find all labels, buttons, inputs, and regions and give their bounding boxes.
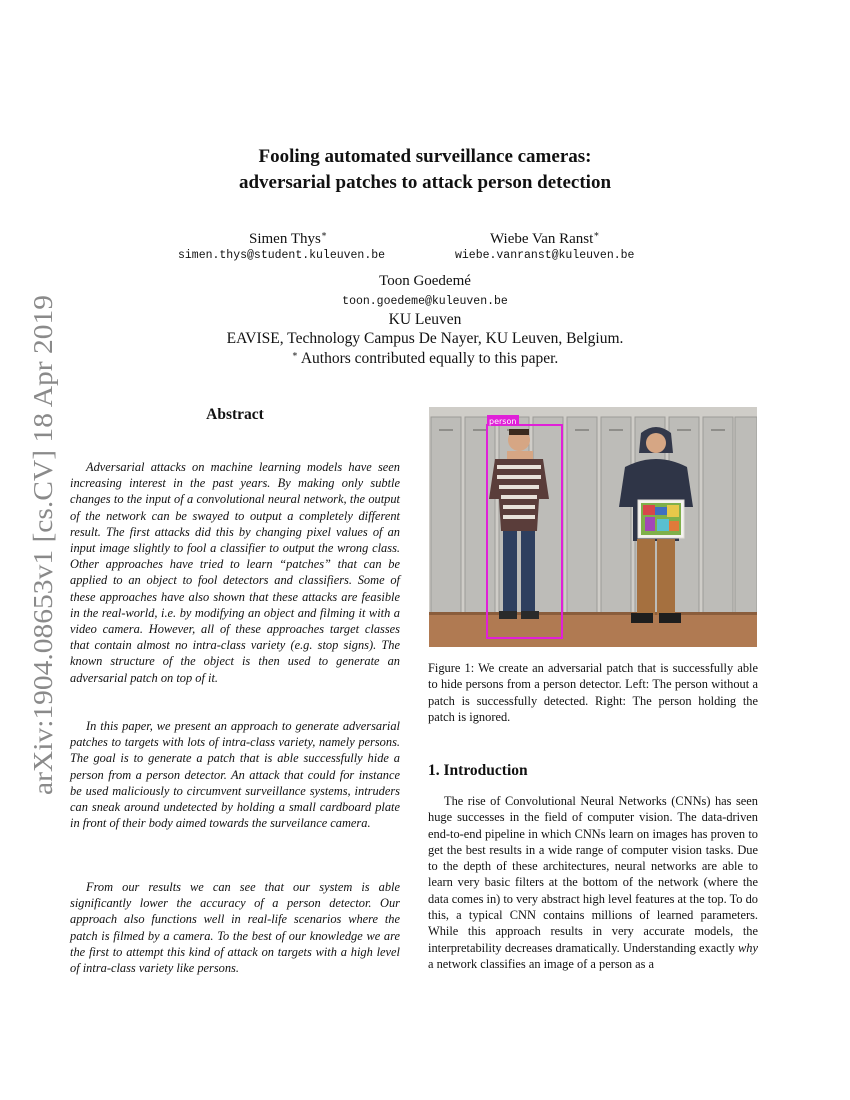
introduction-paragraph: The rise of Convolutional Neural Networks (CNNs) has seen huge successes in the field of computer vision. The data-driven end-to-end pipeline in which CNNs learn on images has proven to get the best results in a wide range of computer vision tasks. Due to the depth of these architectures, neural networks are able to learn very basic filters at the bottom of the network (where the data comes in) to very abstract high level features at the top. To do this, a typical CNN contains millions of learned parameters. While this approach results in very accurate models, the interpretability decreases dramatically. Understanding exactly why a network classifies an image of a person as a [428, 794, 758, 971]
paper-title [0, 144, 850, 196]
figure-1-photo [429, 407, 757, 647]
author-3-email[interactable]: toon.goedeme@kuleuven.be [342, 295, 508, 308]
figure-1-illustration [429, 407, 757, 647]
section-heading-introduction: 1. Introduction [428, 762, 528, 779]
detection-label: person [489, 417, 517, 426]
abstract-heading: Abstract [206, 406, 264, 423]
title-line-1: Fooling automated surveillance cameras: [258, 146, 592, 167]
abstract-paragraph-1: Adversarial attacks on machine learning models have seen increasing interest in the past years. By making only subtle changes to the input of a convolutional neural network, the output of the network can be swayed to output a completely different result. The first attacks did this by changing pixel values of an input image slightly to fool a classifier to output the wrong class. Other approaches have tried to learn “patches” that can be applied to an object to fool detectors and classifiers. Some of these approaches have also shown that these attacks are feasible in the real-world, i.e. by modifying an object and filming it with a video camera. However, all of these approaches target classes that contain almost no intra-class variety (e.g. stop signs). The known structure of the object is then used to generate an adversarial patch on top of it. [70, 460, 400, 685]
affiliation-department: EAVISE, Technology Campus De Nayer, KU Leuven, Belgium. [226, 330, 624, 347]
abstract-paragraph-3: From our results we can see that our system is able significantly lower the accuracy of a person detector. Our approach also functions well in real-life scenarios where the patch is filmed by a camera. To the best of our knowledge we are the first to attempt this kind of attack on targets with a high level of intra-class variety like persons. [70, 880, 400, 976]
author-3-name: Toon Goedemé [379, 273, 471, 289]
arxiv-stamp-text: arXiv:1904.08653v1 [cs.CV] 18 Apr 2019 [28, 337, 58, 795]
title-line-2: adversarial patches to attack person detection [238, 172, 612, 193]
abstract-body-2 [70, 718, 400, 831]
abstract-body [70, 459, 400, 686]
equal-contribution-note: ∗ Authors contributed equally to this paper. [291, 349, 559, 368]
author-1-email[interactable]: simen.thys@student.kuleuven.be [178, 249, 386, 262]
author-1-name: Simen Thys∗ [249, 229, 327, 247]
figure-1-caption: Figure 1: We create an adversarial patch that is successfully able to hide persons from a person detector. Left: The person without a patch is successfully detected. Right: The person holding the patch is ignored. [428, 661, 758, 724]
author-2-name: Wiebe Van Ranst∗ [490, 229, 600, 247]
abstract-paragraph-2: In this paper, we present an approach to generate adversarial patches to targets with lots of intra-class variety, namely persons. The goal is to generate a patch that is able successfully hide a person from a person detector. An attack that could for instance be used maliciously to circumvent surveillance systems, intruders can sneak around undetected by holding a small cardboard plate in front of their body aimed towards the surveilance camera. [70, 719, 400, 831]
author-2-email[interactable]: wiebe.vanranst@kuleuven.be [455, 249, 635, 262]
affiliation-university: KU Leuven [388, 311, 462, 328]
adversarial-patch [638, 500, 684, 538]
abstract-body-3 [70, 879, 400, 976]
